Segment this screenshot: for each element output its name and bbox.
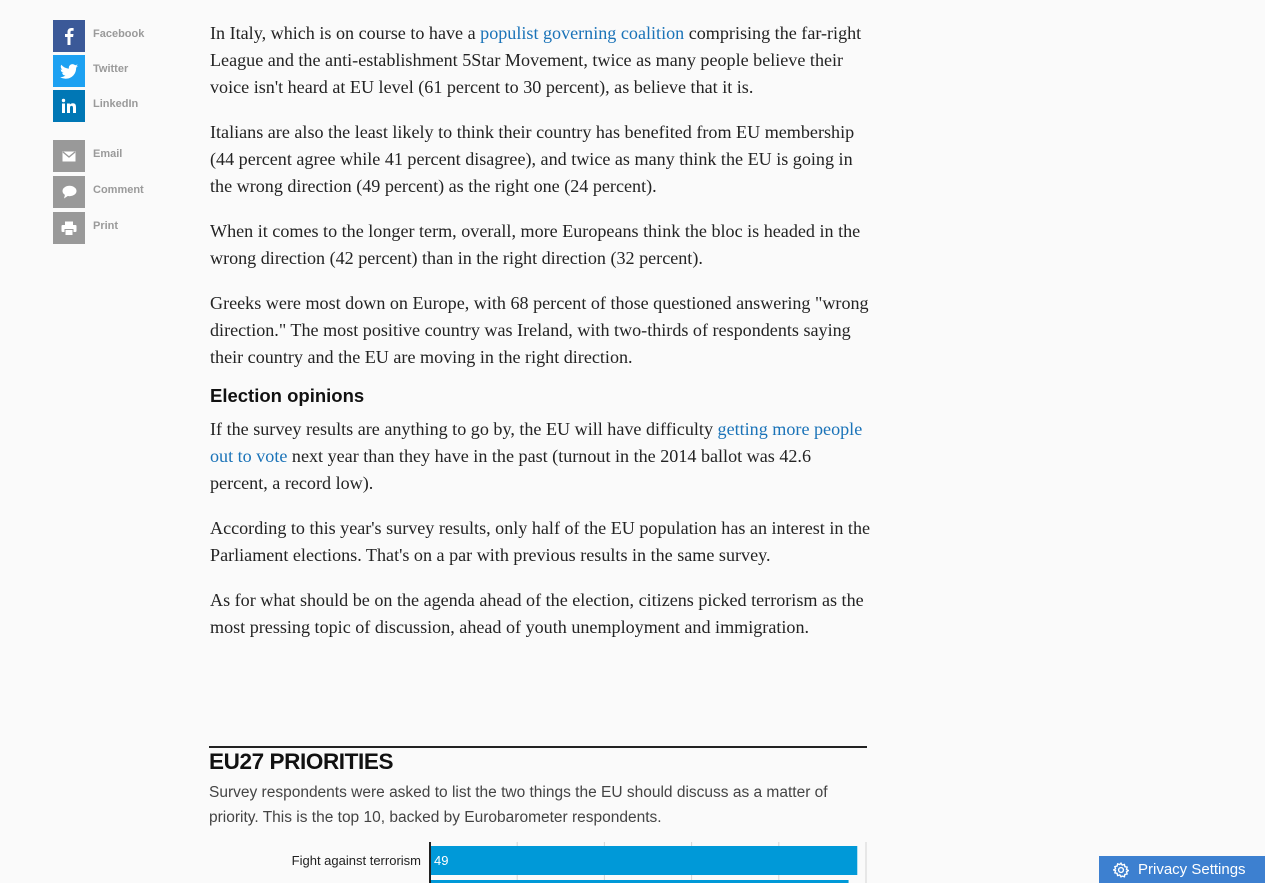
chart-bar (430, 846, 857, 875)
share-twitter-label: Twitter (93, 63, 129, 75)
article-paragraph (210, 416, 870, 497)
print-icon (53, 212, 85, 244)
share-facebook-label: Facebook (93, 28, 145, 40)
article-body (210, 20, 870, 659)
article-paragraph: According to this year's survey results, only half of the EU population has an interest in the Parliament elections. That's on a par with previous results in the same survey. (210, 518, 871, 565)
populist-coalition-link[interactable]: populist governing coalition (480, 23, 685, 43)
share-print-button[interactable] (53, 212, 163, 244)
priorities-graphic (209, 746, 867, 868)
share-linkedin-button[interactable] (53, 90, 163, 122)
share-comment-label: Comment (93, 184, 144, 196)
chart-category-label: Fight against terrorism (291, 853, 421, 868)
share-twitter-button[interactable] (53, 55, 163, 87)
article-paragraph: As for what should be on the agenda ahead of the election, citizens picked terrorism as the most pressing topic of discussion, ahead of youth unemployment and immigration. (210, 590, 864, 637)
graphic-description: Survey respondents were asked to list the two things the EU should discuss as a matter of priority. This is the top 10, backed by Eurobarometer respondents. (209, 784, 828, 826)
priorities-bar-chart (209, 842, 867, 883)
get-out-vote-link[interactable]: getting more people out to vote (210, 419, 863, 466)
graphic-top-rule (209, 746, 867, 748)
share-comment-button[interactable] (53, 176, 163, 208)
linkedin-icon (53, 90, 85, 122)
gear-icon (1113, 862, 1129, 878)
paragraph-text: If the survey results are anything to go by, the EU will have difficulty (210, 419, 718, 439)
chart-data-label: 49 (434, 853, 449, 868)
article-paragraph: Italians are also the least likely to think their country has benefited from EU membership (44 percent agree while 41 percent disagree), and twice as many think the EU is going in the wrong direction (49 percent) as the right one (24 percent). (210, 122, 855, 196)
article-paragraph: Greeks were most down on Europe, with 68 percent of those questioned answering "wrong direction." The most positive country was Ireland, with two-thirds of respondents saying their country and the EU are moving in the right direction. (210, 293, 869, 367)
share-email-label: Email (93, 148, 123, 160)
comment-icon (53, 176, 85, 208)
share-linkedin-label: LinkedIn (93, 98, 139, 110)
section-heading: Election opinions (210, 385, 365, 406)
article-paragraph: When it comes to the longer term, overall, more Europeans think the bloc is headed in the wrong direction (42 percent) than in the right direction (32 percent). (210, 221, 861, 268)
privacy-settings-label: Privacy Settings (1138, 861, 1246, 878)
graphic-title: EU27 PRIORITIES (209, 749, 394, 774)
share-print-label: Print (93, 220, 119, 232)
twitter-icon (53, 55, 85, 87)
paragraph-text: In Italy, which is on course to have a (210, 23, 481, 43)
article-paragraph (210, 20, 870, 101)
paragraph-text: next year than they have in the past (turnout in the 2014 ballot was 42.6 percent, a record low). (210, 446, 811, 493)
share-email-button[interactable] (53, 140, 163, 172)
facebook-icon (53, 20, 85, 52)
privacy-settings-button[interactable] (1099, 856, 1265, 883)
paragraph-text: comprising the far-right League and the anti-establishment 5Star Movement, twice as many people believe their voice isn't heard at EU level (61 percent to 30 percent), as believe that it is. (210, 23, 862, 97)
email-icon (53, 140, 85, 172)
share-facebook-button[interactable] (53, 20, 163, 52)
